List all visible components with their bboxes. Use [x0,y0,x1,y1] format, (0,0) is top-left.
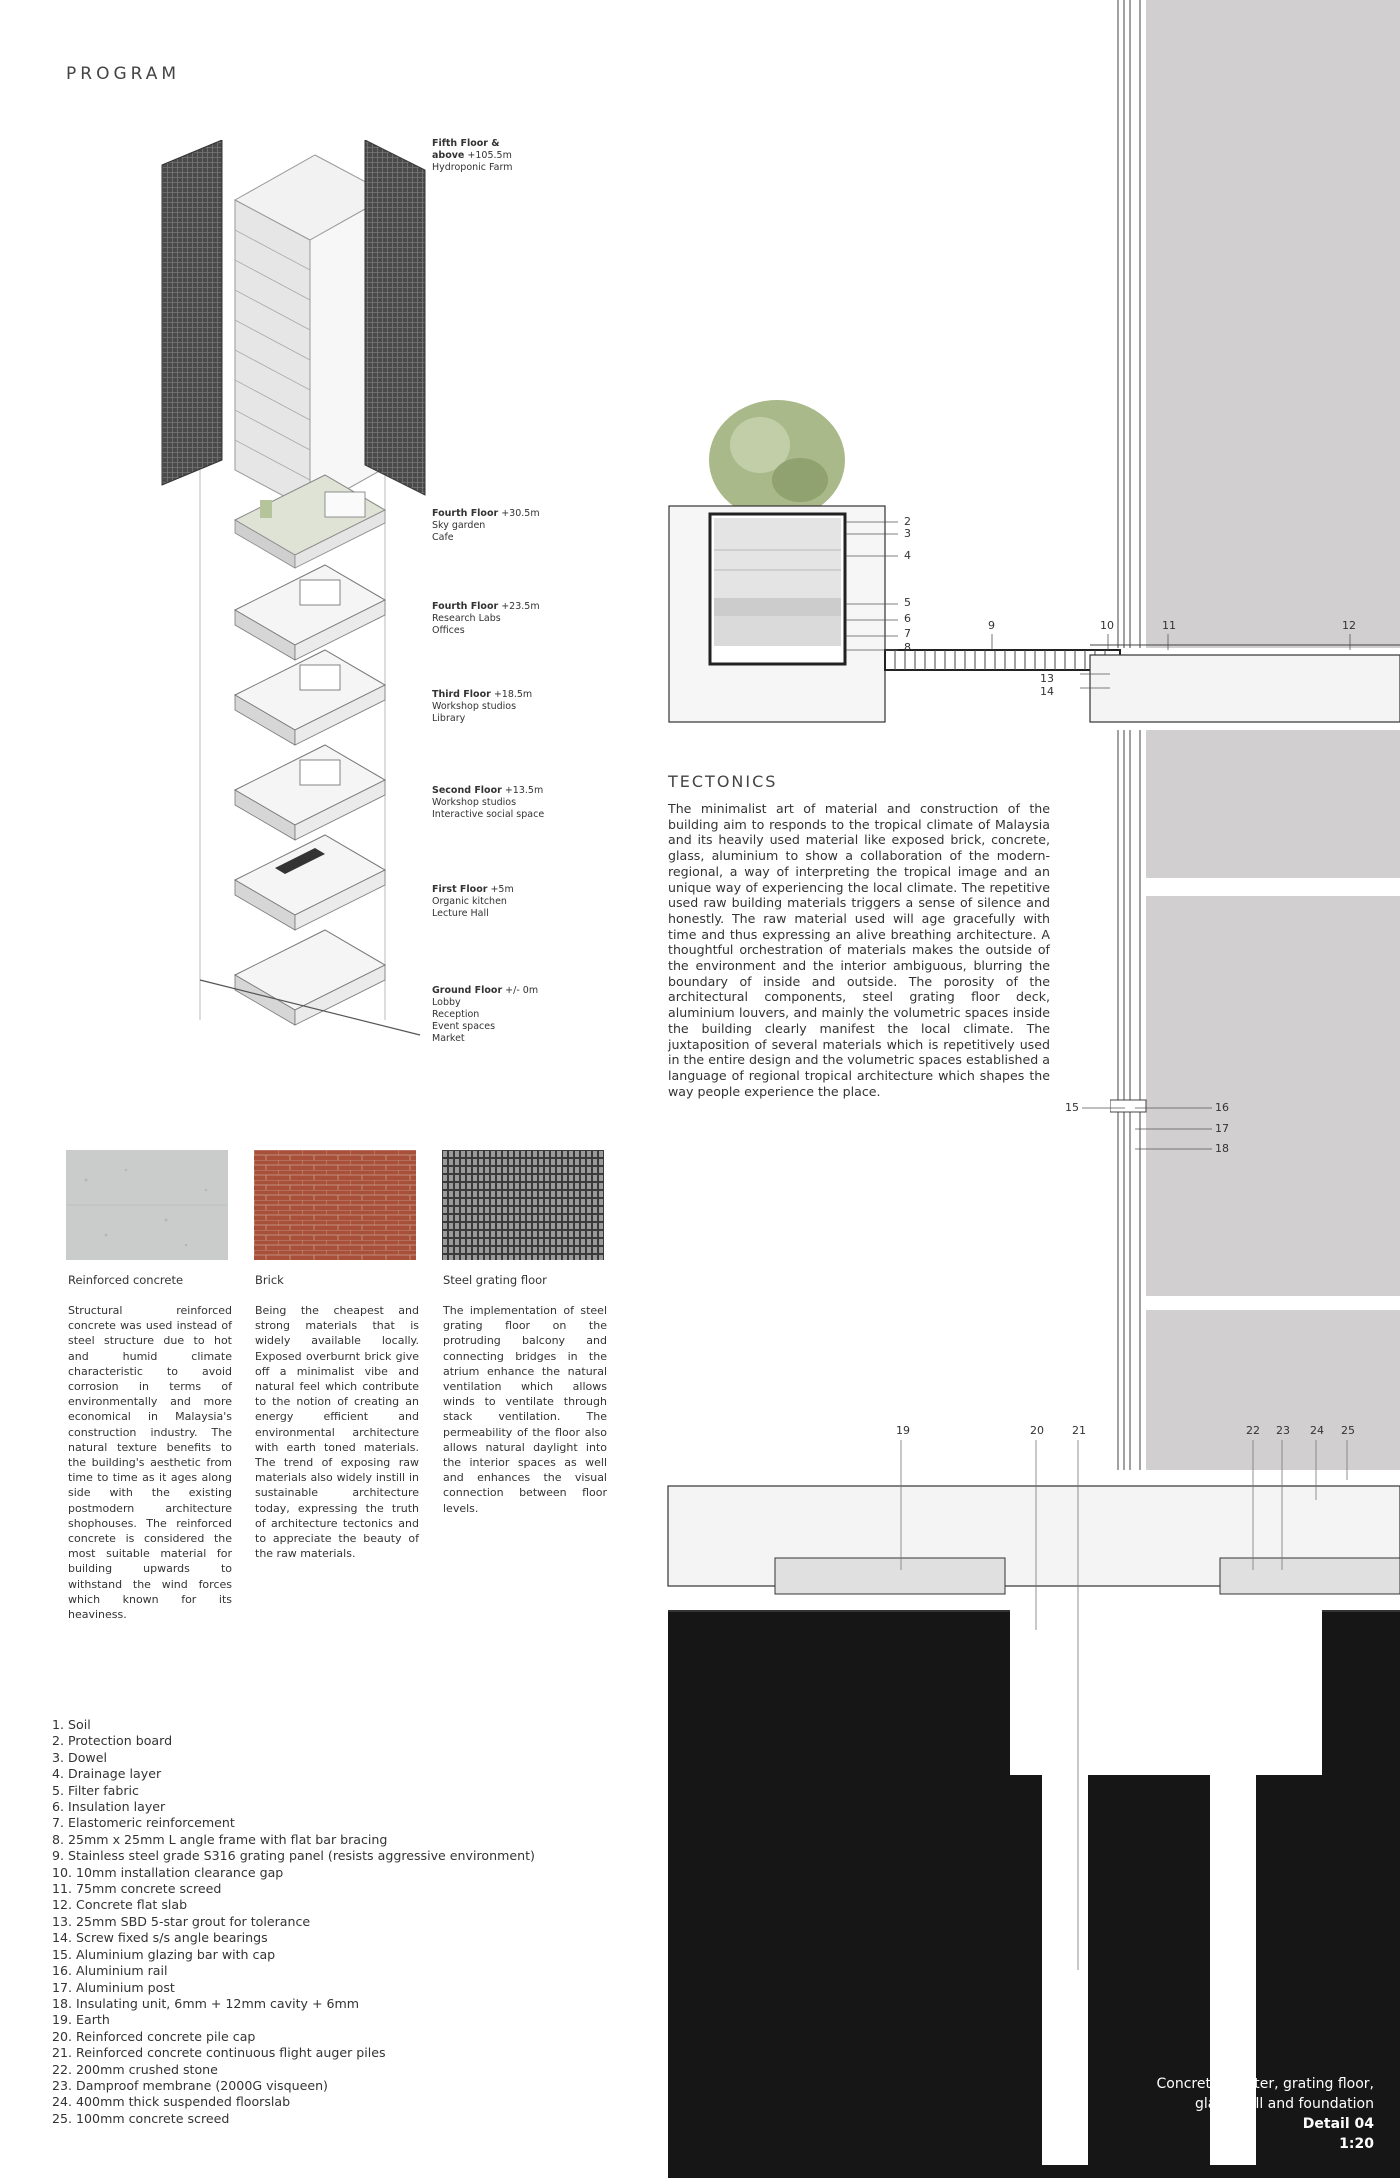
foundation-detail [660,1410,1400,2178]
callout-15: 15 [1065,1101,1079,1114]
legend-item: 5. Filter fabric [52,1782,139,1798]
callout-10: 10 [1100,619,1114,632]
concrete-slab [1090,645,1400,722]
tectonics-body: The minimalist art of material and construction of the building aim to responds to the tropical climate of Malaysia and its heavily used material like exposed brick, concrete, glass, aluminium to show a collaboration of the modern-regional, a way of interpreting the tropical image and an unique way of experiencing the local climate. The repetitive used raw building materials triggers a sense of silence and honestly. The raw material used will age gracefully with time and thus expressing an alive breathing architecture. A thoughtful orchestration of materials makes the outside of the environment and the interior ambiguous, blurring the boundary of inside and outside. The porosity of the architectural components, steel grating floor deck, aluminium louvers, and mainly the volumetric spaces inside the building clearly manifest the local climate. The juxtaposition of several materials which is repetitively used in the entire design and the volumetric spaces established a language of regional tropical architecture which shapes the way people experience the place. [668,801,1050,1099]
glass-wall-section [1110,0,1400,1480]
legend-item: 11. 75mm concrete screed [52,1881,222,1897]
page-title: PROGRAM [66,64,181,84]
detail-caption [1157,2074,1374,2154]
caption-detail: Detail 04 [1302,2116,1374,2132]
exploded-axonometric-diagram [150,140,440,1040]
material-name-brick: Brick [255,1273,284,1287]
callout-13: 13 [1040,672,1054,685]
tectonics-section [668,772,1050,1099]
tectonics-title: TECTONICS [668,772,778,791]
legend-item: 10. 10mm installation clearance gap [52,1864,284,1880]
floor-ground-lobby [200,930,420,1035]
callout-11: 11 [1162,619,1176,632]
callout-8: 8 [904,641,911,654]
planter-grating-detail [660,400,1400,730]
callout-20: 20 [1030,1424,1044,1437]
caption-line2: glass wall and foundation [1195,2096,1374,2112]
legend-item: 23. Damproof membrane (2000G visqueen) [52,2077,328,2093]
legend-item: 8. 25mm x 25mm L angle frame with flat bar bracing [52,1831,388,1847]
floor-kitchen-lecture [235,835,385,930]
legend-item: 6. Insulation layer [52,1799,166,1815]
callout-14: 14 [1040,685,1054,698]
legend-item: 4. Drainage layer [52,1766,162,1782]
callout-4: 4 [904,549,911,562]
floor-sky-garden [235,475,385,568]
grating-panel [885,650,1120,670]
legend-item: 21. Reinforced concrete continuous flight auger piles [52,2045,386,2061]
legend-item: 7. Elastomeric reinforcement [52,1815,235,1831]
material-body-brick: Being the cheapest and strong materials that is widely available locally. Exposed overburnt brick give off a minimalist vibe and natural feel which contribute to the notion of creating an energy efficient and environmental architecture with earth toned materials. The trend of exposing raw materials also widely instill in sustainable architecture today, expressing the truth of architecture tectonics and to appreciate the beauty of the raw materials. [255,1304,419,1561]
legend-item: 9. Stainless steel grade S316 grating panel (resists aggressive environment) [52,1848,535,1864]
legend-item: 3. Dowel [52,1749,107,1765]
mesh-screen-left [162,140,222,485]
legend-item: 19. Earth [52,2012,110,2028]
callout-6: 6 [904,612,911,625]
wall-panel [1146,896,1400,1296]
legend-item: 2. Protection board [52,1733,173,1749]
callout-24: 24 [1310,1424,1324,1437]
glazing-callout-leaders [1080,1100,1220,1160]
legend-item: 12. Concrete flat slab [52,1897,188,1913]
material-name-grating: Steel grating floor [443,1273,547,1287]
legend-item: 15. Aluminium glazing bar with cap [52,1946,276,1962]
callout-12: 12 [1342,619,1356,632]
callout-21: 21 [1072,1424,1086,1437]
floor-label-third: Third Floor +18.5m Workshop studios Library [432,689,533,724]
legend-item: 17. Aluminium post [52,1979,175,1995]
floor-label-fourth: Fourth Floor +23.5m Research Labs Offices [432,601,540,636]
callout-23: 23 [1276,1424,1290,1437]
component-legend [52,1717,535,2127]
floor-label-fifth: Fifth Floor & above +105.5m Hydroponic Farm [432,138,513,173]
pile-cap [1010,1610,1322,1775]
swatch-reinforced-concrete [66,1150,228,1260]
callout-25: 25 [1341,1424,1355,1437]
legend-item: 13. 25mm SBD 5-star grout for tolerance [52,1913,311,1929]
planter-body [669,506,885,722]
legend-item: 1. Soil [52,1717,91,1732]
legend-item: 18. Insulating unit, 6mm + 12mm cavity + 6mm [52,1995,360,2011]
callout-3: 3 [904,527,911,540]
crushed-stone-right [1220,1558,1400,1594]
callout-19: 19 [896,1424,910,1437]
caption-line1: Concrete planter, grating floor, [1156,2076,1374,2092]
callout-2: 2 [904,515,911,528]
callout-16: 16 [1215,1101,1229,1114]
crushed-stone-left [775,1558,1005,1594]
floor-label-first: First Floor +5m Organic kitchen Lecture Hall [432,884,514,919]
legend-item: 24. 400mm thick suspended floorslab [52,2094,291,2110]
shrub-illustration [709,400,845,520]
callout-18: 18 [1215,1142,1229,1155]
material-body-grating: The implementation of steel grating floor on the protruding balcony and connecting bridges in the atrium enhance the natural ventilation which allows winds to ventilate through stack ventilation. The permeability of the floor also allows natural daylight into the interior spaces as well and enhances the visual connection between floor levels. [443,1304,607,1515]
mesh-screen-right [365,140,425,495]
pile [1042,1775,1088,2165]
legend-item: 20. Reinforced concrete pile cap [52,2028,256,2044]
floor-workshop-social [235,745,385,840]
floor-workshop-library [235,650,385,745]
swatch-brick [254,1150,416,1260]
callout-9: 9 [988,619,995,632]
material-name-concrete: Reinforced concrete [68,1273,184,1287]
floor-label-fourth-upper: Fourth Floor +30.5m Sky garden Cafe [432,508,540,543]
glazing-mullions [1118,0,1140,1470]
material-body-concrete: Structural reinforced concrete was used instead of steel structure due to hot and humid climate characteristic to avoid corrosion in terms of environmentally and more economical in Malaysia's construction industry. The natural texture benefits to the building's aesthetic from time to time as it ages along side with the existing postmodern architecture shophouses. The reinforced concrete is considered the most suitable material for building upwards to withstand the wind forces which known for its heaviness. [68,1304,232,1622]
swatch-steel-grating [442,1150,604,1260]
legend-item: 14. Screw fixed s/s angle bearings [52,1930,268,1946]
callout-5: 5 [904,596,911,609]
legend-item: 16. Aluminium rail [52,1963,168,1979]
callout-17: 17 [1215,1122,1229,1135]
wall-panel [1146,730,1400,878]
legend-item: 25. 100mm concrete screed [52,2110,230,2126]
callout-22: 22 [1246,1424,1260,1437]
legend-item: 22. 200mm crushed stone [52,2061,218,2077]
floor-research-labs [235,565,385,660]
floor-label-second: Second Floor +13.5m Workshop studios Interactive social space [432,785,545,820]
floor-label-ground: Ground Floor +/- 0m Lobby Reception Event spaces Market [432,985,539,1044]
caption-scale: 1:20 [1339,2136,1374,2152]
callout-7: 7 [904,627,911,640]
